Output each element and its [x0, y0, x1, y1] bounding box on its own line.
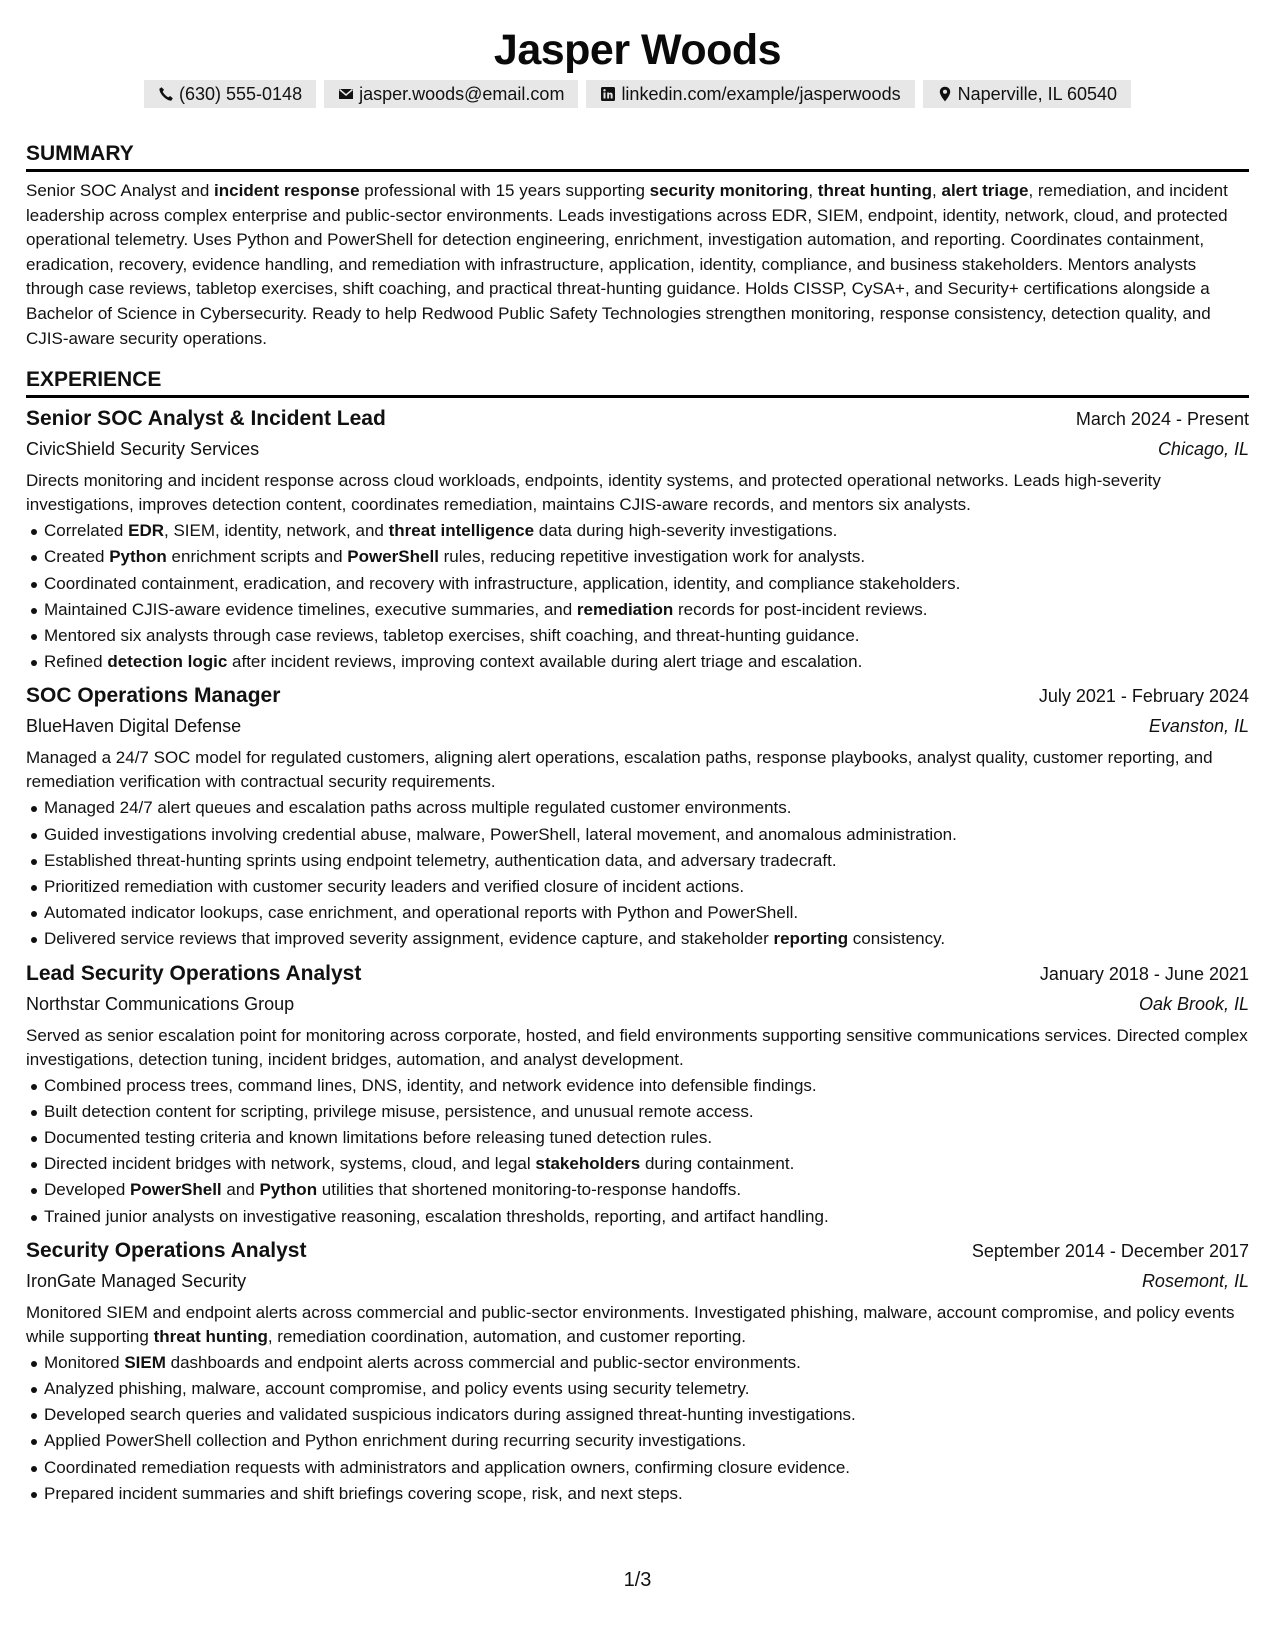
resume-page: [26, 0, 1249, 1507]
bullet-item: [26, 518, 1249, 544]
job-bullet-list: [26, 1073, 1249, 1230]
linkedin-text: linkedin.com/example/jasperwoods: [621, 83, 901, 104]
text-segment: Documented testing criteria and known limitations before releasing tuned detection rules.: [44, 1128, 713, 1147]
job-bullet-list: [26, 518, 1249, 675]
text-segment: Directed incident bridges with network, systems, cloud, and legal: [44, 1154, 536, 1174]
bold-keyword: detection logic: [107, 652, 228, 672]
company-name: CivicShield Security Services: [26, 439, 260, 460]
job-title: Lead Security Operations Analyst: [26, 961, 362, 985]
bullet-item: [26, 1151, 1249, 1177]
page-number: 1/3: [623, 1569, 652, 1591]
bullet-item: [26, 544, 1249, 570]
text-segment: consistency.: [848, 929, 946, 949]
text-segment: Applied PowerShell collection and Python enrichment during recurring security investigations.: [44, 1431, 747, 1451]
summary-paragraph: [26, 179, 1249, 351]
contact-phone[interactable]: [144, 80, 316, 108]
text-segment: ,: [932, 181, 942, 200]
text-segment: Analyzed phishing, malware, account compromise, and policy events using security telemetry.: [44, 1379, 750, 1399]
text-segment: Monitored SIEM and endpoint alerts across commercial and public-sector environments. Investigated phishing, malware, account compromise, and policy events while supporting: [26, 1302, 1235, 1346]
job-title: Senior SOC Analyst & Incident Lead: [26, 407, 386, 431]
text-segment: Delivered service reviews that improved severity assignment, evidence capture, and stakeholder: [44, 929, 774, 949]
job-description: Managed a 24/7 SOC model for regulated customers, aligning alert operations, escalation paths, response playbooks, analyst quality, customer reporting, and remediation verification with contractual security requirements.: [26, 748, 1213, 792]
phone-text: (630) 555-0148: [178, 83, 303, 104]
text-segment: Coordinated remediation requests with administrators and application owners, confirming closure evidence.: [44, 1457, 851, 1477]
job-location: Evanston, IL: [1148, 716, 1249, 737]
job-dates: September 2014 - December 2017: [971, 1240, 1249, 1261]
bold-keyword: EDR: [128, 521, 165, 541]
text-segment: Combined process trees, command lines, DNS, identity, and network evidence into defensible findings.: [44, 1075, 817, 1095]
phone-icon: [158, 86, 174, 102]
experience-heading: EXPERIENCE: [26, 367, 1249, 398]
text-segment: Prioritized remediation with customer security leaders and verified closure of incident actions.: [44, 876, 745, 896]
bold-keyword: SIEM: [124, 1352, 166, 1372]
job-header: [26, 404, 1249, 434]
text-segment: during containment.: [640, 1154, 795, 1174]
bullet-item: [26, 1428, 1249, 1454]
text-segment: ,: [808, 181, 818, 200]
text-segment: data during high-severity investigations.: [534, 521, 838, 541]
text-segment: Prepared incident summaries and shift briefings covering scope, risk, and next steps.: [44, 1483, 683, 1503]
bold-keyword: PowerShell: [347, 547, 439, 567]
job-dates: July 2021 - February 2024: [1038, 686, 1249, 707]
bold-keyword: Python: [259, 1180, 318, 1200]
contact-linkedin[interactable]: [586, 80, 914, 108]
company-name: BlueHaven Digital Defense: [26, 716, 242, 737]
job-subheader: [26, 989, 1249, 1020]
job-entry: [26, 404, 1249, 675]
text-segment: Senior SOC Analyst and: [26, 181, 215, 200]
bullet-item: [26, 1455, 1249, 1481]
bullet-item: [26, 795, 1249, 821]
job-header: [26, 681, 1249, 711]
job-title: SOC Operations Manager: [26, 684, 281, 708]
text-segment: and: [221, 1180, 260, 1200]
text-segment: Monitored: [44, 1352, 125, 1372]
bold-keyword: alert triage: [941, 181, 1029, 200]
text-segment: Managed 24/7 alert queues and escalation paths across multiple regulated customer environments.: [44, 798, 792, 818]
job-description: Directs monitoring and incident response across cloud workloads, endpoints, identity systems, and protected operational networks. Leads high-severity investigations, improves detection content, coordinates remediation, maintains CJIS-aware records, and mentors six analysts.: [26, 471, 1161, 515]
text-segment: Trained junior analysts on investigative reasoning, escalation thresholds, reporting, and artifact handling.: [44, 1206, 829, 1226]
bullet-item: [26, 1073, 1249, 1099]
bold-keyword: threat intelligence: [388, 521, 535, 541]
job-description: [26, 1301, 1249, 1349]
text-segment: , remediation coordination, automation, and customer reporting.: [267, 1326, 747, 1346]
job-entry: [26, 681, 1249, 952]
map-marker-icon: [937, 86, 953, 102]
text-segment: Created: [44, 547, 110, 567]
job-header: [26, 959, 1249, 989]
text-segment: Developed: [44, 1180, 131, 1200]
bullet-item: [26, 1481, 1249, 1507]
text-segment: professional with 15 years supporting: [359, 181, 650, 200]
bullet-item: [26, 571, 1249, 597]
bullet-item: [26, 1125, 1249, 1151]
text-segment: Built detection content for scripting, privilege misuse, persistence, and unusual remote access.: [44, 1101, 754, 1121]
bullet-item: [26, 874, 1249, 900]
job-location: Oak Brook, IL: [1138, 993, 1249, 1014]
text-segment: Automated indicator lookups, case enrichment, and operational reports with Python and PowerShell.: [44, 903, 799, 923]
linkedin-icon: [600, 86, 616, 102]
company-name: IronGate Managed Security: [26, 1270, 247, 1291]
text-segment: utilities that shortened monitoring-to-response handoffs.: [317, 1180, 742, 1200]
job-dates: January 2018 - June 2021: [1039, 963, 1249, 984]
bullet-item: [26, 900, 1249, 926]
bullet-item: [26, 1204, 1249, 1230]
job-location: Chicago, IL: [1157, 439, 1249, 460]
job-entry: [26, 959, 1249, 1230]
bullet-item: [26, 623, 1249, 649]
text-segment: dashboards and endpoint alerts across commercial and public-sector environments.: [165, 1352, 801, 1372]
bold-keyword: stakeholders: [535, 1154, 641, 1174]
job-header: [26, 1236, 1249, 1266]
bold-keyword: incident response: [214, 181, 360, 200]
bullet-item: [26, 1350, 1249, 1376]
job-bullet-list: [26, 795, 1249, 952]
job-location: Rosemont, IL: [1141, 1270, 1249, 1291]
bullet-item: [26, 649, 1249, 675]
contact-location: [923, 80, 1131, 108]
bold-keyword: reporting: [773, 929, 849, 949]
bullet-item: [26, 1099, 1249, 1125]
text-segment: enrichment scripts and: [166, 547, 348, 567]
bullet-item: [26, 822, 1249, 848]
job-entry: [26, 1236, 1249, 1507]
email-text: jasper.woods@email.com: [359, 83, 565, 104]
bullet-item: [26, 848, 1249, 874]
summary-heading: SUMMARY: [26, 141, 1249, 172]
job-subheader: [26, 1266, 1249, 1297]
bullet-item: [26, 597, 1249, 623]
candidate-name: Jasper Woods: [493, 26, 782, 74]
text-segment: rules, reducing repetitive investigation work for analysts.: [438, 547, 866, 567]
text-segment: Guided investigations involving credential abuse, malware, PowerShell, lateral movement, and anomalous administration.: [44, 824, 957, 844]
bullet-item: [26, 1376, 1249, 1402]
contact-bar: [26, 80, 1249, 108]
text-segment: Coordinated containment, eradication, and recovery with infrastructure, application, identity, and compliance stakeholders.: [44, 573, 961, 593]
job-description: Served as senior escalation point for monitoring across corporate, hosted, and field environments supporting sensitive communications services. Directed complex investigations, detection tuning, incident bridges, automation, and analyst development.: [26, 1025, 1248, 1069]
text-segment: Correlated: [44, 521, 129, 541]
bullet-item: [26, 926, 1249, 952]
text-segment: records for post-incident reviews.: [673, 599, 928, 619]
text-segment: , remediation, and incident leadership across complex enterprise and public-sector environments. Leads investigations across EDR, SIEM, endpoint, identity, network, cloud, and protected operational telemetry. Uses Python and PowerShell for detection engineering, enrichment, investigation automation, and reporting. Coordinates containment, eradication, recovery, evidence handling, and remediation with infrastructure, application, identity, compliance, and business stakeholders. Mentors analysts through case reviews, tabletop exercises, shift coaching, and practical threat-hunting guidance. Holds CISSP, CySA+, and Security+ certifications alongside a Bachelor of Science in Cybersecurity. Ready to help Redwood Public Safety Technologies strengthen monitoring, response consistency, detection quality, and CJIS-aware security operations.: [26, 181, 1228, 348]
job-dates: March 2024 - Present: [1075, 409, 1249, 430]
envelope-icon: [338, 86, 354, 102]
text-segment: Developed search queries and validated suspicious indicators during assigned threat-hunting investigations.: [44, 1405, 856, 1425]
bold-keyword: threat hunting: [817, 181, 933, 200]
bold-keyword: threat hunting: [153, 1326, 268, 1346]
text-segment: Mentored six analysts through case reviews, tabletop exercises, shift coaching, and threat-hunting guidance.: [44, 625, 860, 645]
text-segment: Refined: [44, 652, 108, 672]
bold-keyword: PowerShell: [130, 1180, 222, 1200]
experience-list: [26, 404, 1249, 1507]
bold-keyword: remediation: [576, 599, 674, 619]
text-segment: after incident reviews, improving context available during alert triage and escalation.: [227, 652, 863, 672]
text-segment: Established threat-hunting sprints using endpoint telemetry, authentication data, and adversary tradecraft.: [44, 850, 837, 870]
text-segment: Maintained CJIS-aware evidence timelines, executive summaries, and: [44, 599, 577, 619]
bullet-item: [26, 1177, 1249, 1203]
bold-keyword: Python: [109, 547, 167, 567]
text-segment: , SIEM, identity, network, and: [164, 521, 389, 541]
job-subheader: [26, 711, 1249, 742]
job-title: Security Operations Analyst: [26, 1238, 307, 1262]
location-text: Naperville, IL 60540: [957, 83, 1118, 104]
contact-email[interactable]: [324, 80, 578, 108]
bullet-item: [26, 1402, 1249, 1428]
bold-keyword: security monitoring: [649, 181, 809, 200]
company-name: Northstar Communications Group: [26, 993, 295, 1014]
job-bullet-list: [26, 1350, 1249, 1507]
job-subheader: [26, 434, 1249, 465]
